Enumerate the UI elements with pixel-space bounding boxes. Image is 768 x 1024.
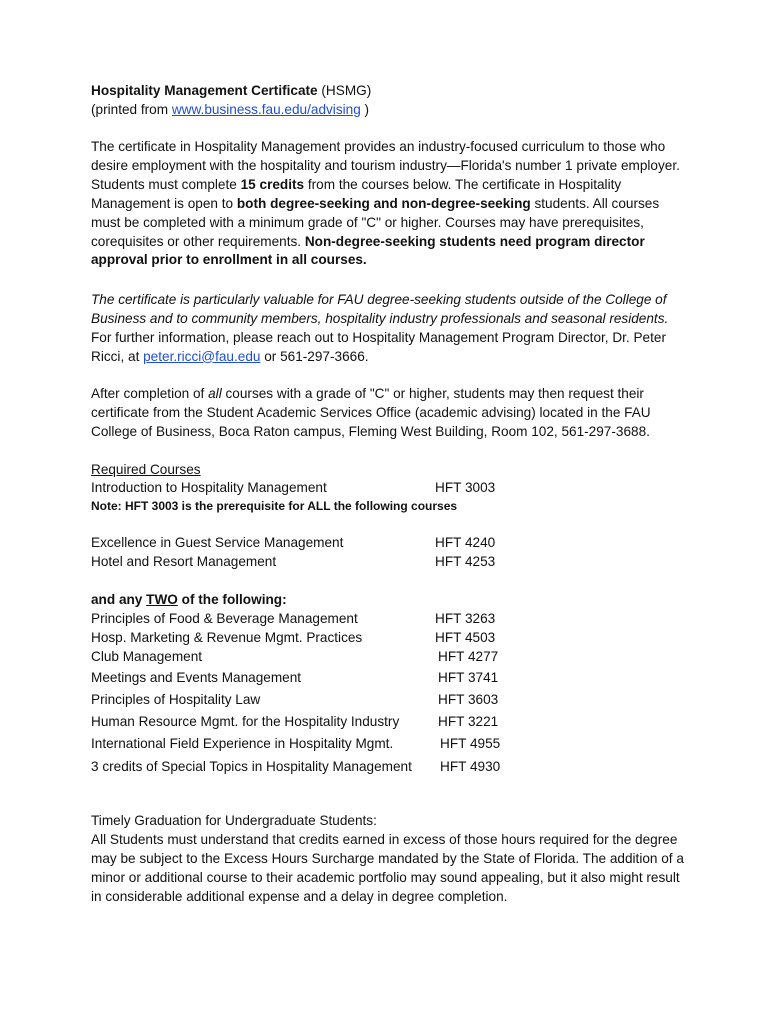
valuable-paragraph <box>91 291 691 367</box>
course-name: Principles of Hospitality Law <box>91 692 261 707</box>
course-code: HFT 4253 <box>435 554 496 569</box>
course-name: Principles of Food & Beverage Management <box>91 611 358 626</box>
electives-title-post: of the following: <box>177 592 287 607</box>
course-name: 3 credits of Special Topics in Hospitality Management <box>91 759 412 774</box>
completion-text-2: courses with a grade of "C" or higher, students may then request their certificate from the Student Academic Services Office (academic advising) located in the FAU College of Business, Boca Raton campus, Fleming West Building, Room 102, 561-297-3688. <box>91 386 651 439</box>
course-name: International Field Experience in Hospitality Mgmt. <box>91 736 394 751</box>
printed-prefix: (printed from <box>91 101 172 117</box>
intro-text-1: The certificate in Hospitality Management provides an industry-focused curriculum to those who desire employment with the hospitality and tourism industry—Florida's number 1 private employer. Students must complete <box>91 139 680 192</box>
printed-from <box>91 101 691 120</box>
course-row <box>91 554 611 574</box>
course-code: HFT 3263 <box>435 611 496 626</box>
intro-text-2: from the courses below. The certificate in Hospitality Management is open to <box>91 176 622 211</box>
course-row <box>91 714 611 734</box>
course-name: Human Resource Mgmt. for the Hospitality Industry <box>91 714 400 729</box>
course-code: HFT 4277 <box>438 649 499 664</box>
valuable-italic: The certificate is particularly valuable for FAU degree-seeking students outside of the College of Business and to community members, hospitality industry professionals and seasonal residents. <box>91 292 669 326</box>
valuable-text-2: or 561-297-3666. <box>260 348 369 364</box>
course-code: HFT 3603 <box>438 692 499 707</box>
document-title <box>91 82 691 101</box>
completion-paragraph <box>91 385 691 442</box>
approval-note: Non-degree-seeking students need program director approval prior to enrollment in all courses. <box>91 233 645 268</box>
course-row <box>91 759 611 779</box>
course-name: Meetings and Events Management <box>91 670 302 685</box>
title-code: (HSMG) <box>317 83 372 98</box>
course-code: HFT 4503 <box>435 630 496 645</box>
course-row <box>91 692 611 712</box>
course-code: HFT 3221 <box>438 714 499 729</box>
course-code: HFT 4930 <box>440 759 501 774</box>
graduation-body: All Students must understand that credits earned in excess of those hours required for the degree may be subject to the Excess Hours Surcharge mandated by the State of Florida. The addition of a minor or additional course to their academic portfolio may sound appealing, but it also might result in considerable additional expense and a delay in degree completion. <box>91 831 684 904</box>
printed-suffix: ) <box>360 101 370 117</box>
course-code: HFT 3003 <box>435 480 496 495</box>
course-name: Excellence in Guest Service Management <box>91 535 344 550</box>
required-courses-title: Required Courses <box>91 462 201 477</box>
credits-required: 15 credits <box>240 176 305 192</box>
prerequisite-note: Note: HFT 3003 is the prerequisite for ALL the following courses <box>91 499 458 513</box>
graduation-heading: Timely Graduation for Undergraduate Students: <box>91 813 377 828</box>
completion-all: all <box>208 386 222 401</box>
intro-paragraph <box>91 138 691 270</box>
course-row <box>91 535 611 555</box>
electives-title-pre: and any <box>91 592 147 607</box>
course-row <box>91 736 611 756</box>
graduation-section <box>91 812 691 907</box>
course-code: HFT 3741 <box>438 670 499 685</box>
course-name: Hosp. Marketing & Revenue Mgmt. Practices <box>91 630 363 645</box>
open-to-text: both degree-seeking and non-degree-seeking <box>236 195 531 211</box>
course-code: HFT 4240 <box>435 535 496 550</box>
course-name: Introduction to Hospitality Management <box>91 480 327 495</box>
course-row <box>91 630 611 650</box>
electives-title <box>91 592 287 607</box>
course-row <box>91 670 611 690</box>
document-header <box>91 82 691 120</box>
course-name: Club Management <box>91 649 203 664</box>
electives-title-two: TWO <box>146 592 178 607</box>
email-link[interactable]: peter.ricci@fau.edu <box>143 348 261 364</box>
title-bold: Hospitality Management Certificate <box>91 83 318 98</box>
valuable-text-1: For further information, please reach out to Hospitality Management Program Director, Dr. Peter Ricci, at <box>91 329 666 364</box>
advising-link[interactable]: www.business.fau.edu/advising <box>171 101 361 117</box>
course-row <box>91 480 611 500</box>
completion-text-1: After completion of <box>91 386 209 401</box>
required-heading <box>91 461 691 480</box>
course-code: HFT 4955 <box>440 736 501 751</box>
course-row <box>91 611 611 631</box>
course-row <box>91 649 611 669</box>
electives-heading <box>91 592 611 612</box>
course-name: Hotel and Resort Management <box>91 554 277 569</box>
intro-text-3: students. All courses must be completed with a minimum grade of "C" or higher. Courses may have prerequisites, corequisites or other requirements. <box>91 195 660 249</box>
